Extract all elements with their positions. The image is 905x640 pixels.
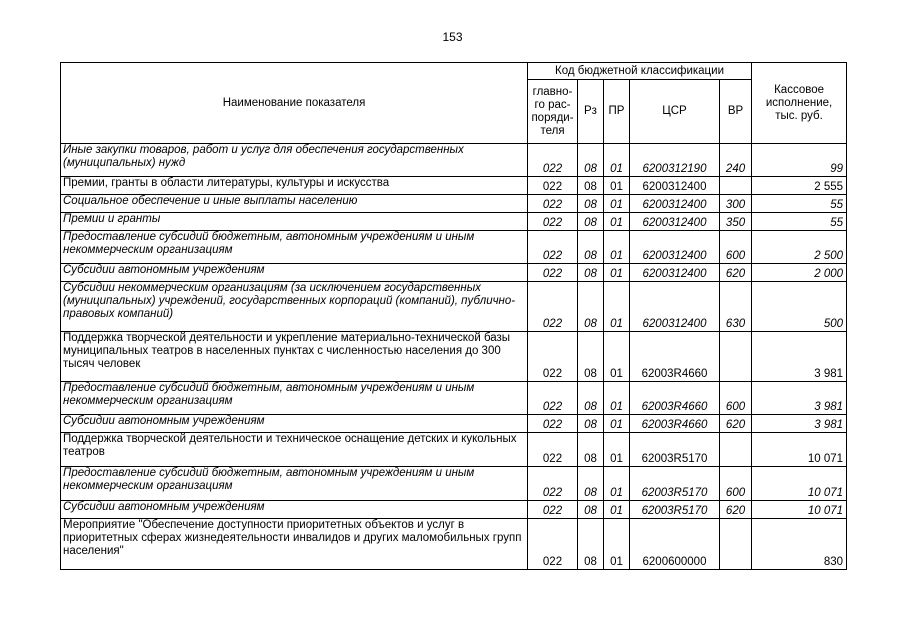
table-cell-vr: 240 <box>720 144 752 177</box>
table-cell-rz: 08 <box>578 231 604 264</box>
table-cell-glav: 022 <box>528 433 578 467</box>
table-row <box>61 467 847 501</box>
table-cell-name: Предоставление субсидий бюджетным, автономным учреждениям и иным некоммерческим организациям <box>61 467 528 501</box>
table-row <box>61 415 847 433</box>
header-name: Наименование показателя <box>61 63 528 144</box>
header-pr: ПР <box>604 80 630 144</box>
table-cell-csr: 6200312400 <box>630 231 720 264</box>
header-amount: Кассовое исполнение, тыс. руб. <box>752 63 847 144</box>
table-row <box>61 213 847 231</box>
table-cell-amount: 2 555 <box>752 177 847 195</box>
table-cell-amount: 500 <box>752 282 847 332</box>
table-cell-pr: 01 <box>604 501 630 519</box>
table-body <box>61 144 847 570</box>
table-cell-name: Поддержка творческой деятельности и укрепление материально-технической базы муниципальных театров в населенных пунктах с численностью населения до 300 тысяч человек <box>61 332 528 382</box>
table-cell-glav: 022 <box>528 231 578 264</box>
table-row <box>61 264 847 282</box>
table-row <box>61 195 847 213</box>
table-cell-amount: 2 000 <box>752 264 847 282</box>
table-cell-rz: 08 <box>578 433 604 467</box>
table-cell-glav: 022 <box>528 332 578 382</box>
table-row <box>61 501 847 519</box>
table-cell-pr: 01 <box>604 144 630 177</box>
header-rz: Рз <box>578 80 604 144</box>
table-cell-vr: 620 <box>720 501 752 519</box>
table-cell-amount: 3 981 <box>752 415 847 433</box>
table-cell-rz: 08 <box>578 415 604 433</box>
table-cell-vr: 600 <box>720 382 752 415</box>
table-cell-pr: 01 <box>604 433 630 467</box>
table-cell-glav: 022 <box>528 467 578 501</box>
table-cell-amount: 830 <box>752 519 847 570</box>
table-cell-amount: 3 981 <box>752 382 847 415</box>
table-cell-name: Премии, гранты в области литературы, культуры и искусства <box>61 177 528 195</box>
table-cell-vr: 600 <box>720 231 752 264</box>
table-cell-csr: 6200312400 <box>630 213 720 231</box>
table-cell-pr: 01 <box>604 213 630 231</box>
table-cell-name: Премии и гранты <box>61 213 528 231</box>
table-row <box>61 433 847 467</box>
table-cell-amount: 10 071 <box>752 433 847 467</box>
table-cell-vr: 600 <box>720 467 752 501</box>
table-cell-vr: 620 <box>720 264 752 282</box>
table-cell-csr: 62003R4660 <box>630 415 720 433</box>
table-cell-csr: 6200600000 <box>630 519 720 570</box>
table-row <box>61 231 847 264</box>
table-cell-vr <box>720 332 752 382</box>
table-cell-amount: 10 071 <box>752 467 847 501</box>
table-cell-glav: 022 <box>528 519 578 570</box>
table-cell-pr: 01 <box>604 467 630 501</box>
table-cell-rz: 08 <box>578 382 604 415</box>
budget-table <box>60 62 847 570</box>
table-cell-name: Субсидии некоммерческим организациям (за исключением государственных (муниципальных) учреждений, государственных корпораций (компаний), публично-правовых компаний) <box>61 282 528 332</box>
table-cell-name: Мероприятие "Обеспечение доступности приоритетных объектов и услуг в приоритетных сферах жизнедеятельности инвалидов и других маломобильных групп населения" <box>61 519 528 570</box>
table-cell-amount: 10 071 <box>752 501 847 519</box>
table-cell-pr: 01 <box>604 231 630 264</box>
table-cell-csr: 62003R5170 <box>630 467 720 501</box>
table-cell-name: Предоставление субсидий бюджетным, автономным учреждениям и иным некоммерческим организациям <box>61 231 528 264</box>
table-cell-amount: 2 500 <box>752 231 847 264</box>
table-cell-csr: 62003R5170 <box>630 501 720 519</box>
table-cell-rz: 08 <box>578 264 604 282</box>
table-cell-rz: 08 <box>578 213 604 231</box>
table-cell-name: Субсидии автономным учреждениям <box>61 264 528 282</box>
table-cell-name: Социальное обеспечение и иные выплаты населению <box>61 195 528 213</box>
table-cell-vr <box>720 177 752 195</box>
table-row <box>61 177 847 195</box>
table-cell-glav: 022 <box>528 501 578 519</box>
table-cell-csr: 6200312190 <box>630 144 720 177</box>
table-cell-rz: 08 <box>578 282 604 332</box>
table-cell-amount: 55 <box>752 195 847 213</box>
table-row <box>61 282 847 332</box>
table-row <box>61 382 847 415</box>
table-cell-vr: 300 <box>720 195 752 213</box>
table-cell-pr: 01 <box>604 195 630 213</box>
table-cell-pr: 01 <box>604 177 630 195</box>
table-cell-vr <box>720 519 752 570</box>
table-cell-amount: 55 <box>752 213 847 231</box>
table-cell-glav: 022 <box>528 415 578 433</box>
table-cell-rz: 08 <box>578 195 604 213</box>
table-cell-amount: 99 <box>752 144 847 177</box>
table-cell-csr: 6200312400 <box>630 195 720 213</box>
table-cell-csr: 62003R4660 <box>630 332 720 382</box>
header-csr: ЦСР <box>630 80 720 144</box>
table-row <box>61 519 847 570</box>
header-vr: ВР <box>720 80 752 144</box>
table-cell-rz: 08 <box>578 519 604 570</box>
table-cell-name: Иные закупки товаров, работ и услуг для обеспечения государственных (муниципальных) нужд <box>61 144 528 177</box>
table-cell-csr: 62003R4660 <box>630 382 720 415</box>
table-cell-pr: 01 <box>604 415 630 433</box>
table-cell-glav: 022 <box>528 177 578 195</box>
table-cell-pr: 01 <box>604 332 630 382</box>
table-cell-rz: 08 <box>578 332 604 382</box>
table-cell-name: Поддержка творческой деятельности и техническое оснащение детских и кукольных театров <box>61 433 528 467</box>
table-cell-rz: 08 <box>578 501 604 519</box>
table-cell-rz: 08 <box>578 177 604 195</box>
table-row <box>61 332 847 382</box>
table-cell-name: Субсидии автономным учреждениям <box>61 501 528 519</box>
table-cell-name: Субсидии автономным учреждениям <box>61 415 528 433</box>
table-cell-amount: 3 981 <box>752 332 847 382</box>
table-cell-vr: 630 <box>720 282 752 332</box>
table-cell-glav: 022 <box>528 213 578 231</box>
table-cell-csr: 6200312400 <box>630 282 720 332</box>
table-cell-pr: 01 <box>604 519 630 570</box>
table-cell-pr: 01 <box>604 282 630 332</box>
table-cell-rz: 08 <box>578 467 604 501</box>
table-cell-name: Предоставление субсидий бюджетным, автономным учреждениям и иным некоммерческим организациям <box>61 382 528 415</box>
table-cell-rz: 08 <box>578 144 604 177</box>
table-cell-glav: 022 <box>528 282 578 332</box>
table-cell-vr <box>720 433 752 467</box>
table-cell-glav: 022 <box>528 144 578 177</box>
table-cell-csr: 62003R5170 <box>630 433 720 467</box>
table-cell-glav: 022 <box>528 264 578 282</box>
table-cell-glav: 022 <box>528 195 578 213</box>
table-cell-csr: 6200312400 <box>630 264 720 282</box>
table-cell-glav: 022 <box>528 382 578 415</box>
table-cell-vr: 620 <box>720 415 752 433</box>
table-cell-pr: 01 <box>604 382 630 415</box>
table-cell-pr: 01 <box>604 264 630 282</box>
header-budget-code: Код бюджетной классификации <box>528 63 752 80</box>
table-cell-vr: 350 <box>720 213 752 231</box>
page-number: 153 <box>442 30 463 44</box>
table-row <box>61 144 847 177</box>
table-cell-csr: 6200312400 <box>630 177 720 195</box>
header-glav: главно-го рас-поряди-теля <box>528 80 578 144</box>
